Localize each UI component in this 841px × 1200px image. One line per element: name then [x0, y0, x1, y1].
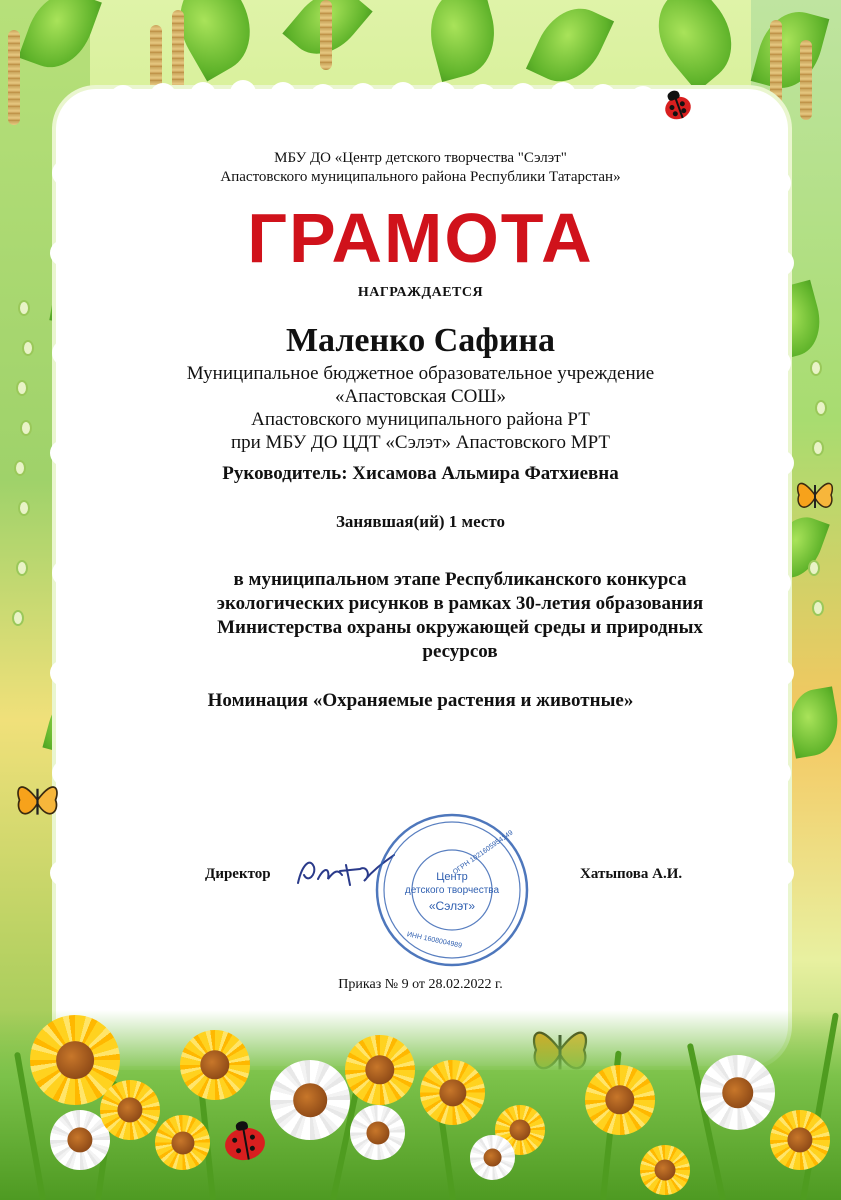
- stamp-text: детского творчества: [404, 885, 500, 896]
- stamp-text: ИНН 1608004989: [406, 931, 463, 950]
- catkin-icon: [800, 40, 812, 120]
- stamp-text: «Сэлэт»: [428, 899, 476, 913]
- bud-icon: [808, 560, 820, 576]
- leaf-icon: [639, 0, 750, 92]
- stamp-text: ОГРН 1021605954149: [451, 829, 515, 877]
- organization-header: [0, 149, 841, 187]
- leader-line: Руководитель: Хисамова Альмира Фатхиевна: [222, 463, 619, 484]
- flower-icon: [345, 1035, 415, 1105]
- contest-line: Министерства охраны окружающей среды и природных: [217, 617, 703, 638]
- butterfly-icon: [15, 770, 60, 830]
- contest-line: ресурсов: [422, 641, 498, 662]
- order-line: Приказ № 9 от 28.02.2022 г.: [338, 977, 503, 992]
- catkin-icon: [320, 0, 332, 70]
- bud-icon: [18, 300, 30, 316]
- flower-icon: [100, 1080, 160, 1140]
- nomination-line: Номинация «Охраняемые растения и животные»: [207, 690, 634, 711]
- institution-line: «Апастовская СОШ»: [334, 386, 507, 407]
- contest-description: [150, 568, 770, 664]
- flower-icon: [155, 1115, 210, 1170]
- organization-line: МБУ ДО «Центр детского творчества "Сэлэт": [274, 150, 567, 166]
- flower-icon: [770, 1110, 830, 1170]
- flower-icon: [180, 1030, 250, 1100]
- official-stamp: [372, 810, 532, 970]
- flower-icon: [350, 1105, 405, 1160]
- organization-line: Апастовского муниципального района Республики Татарстан»: [220, 169, 621, 185]
- stamp-text: Центр: [436, 871, 468, 883]
- place-line: Занявшая(ий) 1 место: [335, 512, 506, 531]
- flower-icon: [640, 1145, 690, 1195]
- institution-line: Апастовского муниципального района РТ: [251, 409, 590, 430]
- awarded-label: НАГРАЖДАЕТСЯ: [357, 285, 484, 300]
- bud-icon: [12, 610, 24, 626]
- bud-icon: [812, 600, 824, 616]
- flower-icon: [420, 1060, 485, 1125]
- director-name: Хатыпова А.И.: [580, 866, 683, 882]
- flower-icon: [700, 1055, 775, 1130]
- leaf-icon: [420, 0, 505, 82]
- institution-line: при МБУ ДО ЦДТ «Сэлэт» Апастовского МРТ: [230, 432, 611, 453]
- flower-icon: [470, 1135, 515, 1180]
- institution-block: [0, 362, 841, 454]
- director-label: Директор: [205, 866, 271, 882]
- flower-icon: [585, 1065, 655, 1135]
- institution-line: Муниципальное бюджетное образовательное учреждение: [186, 363, 655, 384]
- catkin-icon: [8, 30, 20, 125]
- bud-icon: [16, 560, 28, 576]
- certificate-title: ГРАМОТА: [247, 199, 594, 277]
- leaf-icon: [526, 0, 614, 94]
- contest-line: в муниципальном этапе Республиканского конкурса: [233, 569, 687, 590]
- contest-line: экологических рисунков в рамках 30-летия образования: [216, 593, 704, 614]
- flower-icon: [270, 1060, 350, 1140]
- recipient-name: Маленко Сафина: [285, 322, 556, 359]
